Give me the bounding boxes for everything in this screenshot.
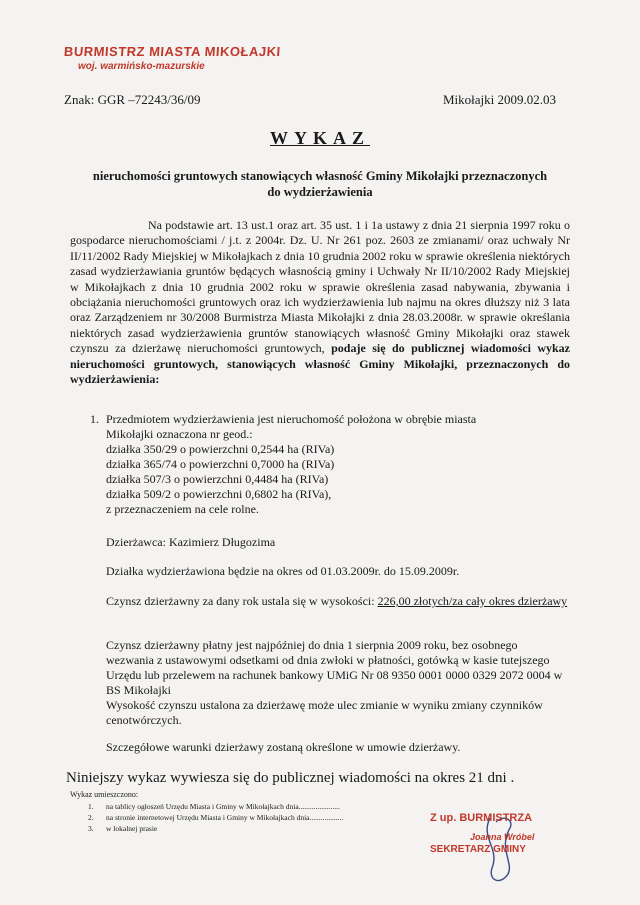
- plot-line: działka 350/29 o powierzchni 0,2544 ha (RIVa): [106, 442, 335, 456]
- signature-stamp: [430, 812, 590, 855]
- plot-line: działka 365/74 o powierzchni 0,7000 ha (RIVa): [106, 457, 335, 471]
- posted-label: Wykaz umieszczono:: [70, 790, 139, 799]
- item-line: Mikołajki oznaczona nr geod.:: [106, 427, 253, 441]
- lease-period: Działka wydzierżawiona będzie na okres od 01.03.2009r. do 15.09.2009r.: [106, 564, 460, 578]
- rent-change-text: Wysokość czynszu ustalona za dzierżawę może ulec zmianie w wyniku zmiany czynników cenotwórczych.: [106, 698, 543, 727]
- payment-terms: [106, 638, 568, 728]
- mayor-stamp: [64, 44, 281, 72]
- stamp-subtitle: woj. warmińsko-mazurskie: [78, 61, 205, 72]
- list-item: [106, 412, 570, 517]
- intro-text: Na podstawie art. 13 ust.1 oraz art. 35 ust. 1 i 1a ustawy z dnia 21 sierpnia 1997 roku o gospodarce nieruchomościami / j.t. z 2004r. Dz. U. Nr 261 poz. 2603 ze zmianami/ oraz uchwały Nr II/11/2002 Rady Miejskiej w Mikołajkach z dnia 10 grudnia 2002 roku w sprawie określenia niektórych zasad wydzierżawiania gruntów będących własnością gminy i Uchwały Nr II/10/2002 Rady Miejskiej w Mikołajkach z dnia 10 grudnia 2002 roku w sprawie określenia zasad nabywania, zbywania i obciążania nieruchomości gruntowych oraz ich wydzierżawienia lub najmu na okres dłuższy niż 3 lata oraz Zarządzeniem nr 30/2008 Burmistrza Miasta Mikołajki z dnia 28.03.2008r. w sprawie określania niektórych zasad wydzierżawienia gruntów stanowiących własność Gminy Mikołajki oraz stawek czynszu za dzierżawę nieruchomości gruntowych,: [70, 218, 570, 356]
- signature-role: SEKRETARZ GMINY: [430, 844, 526, 855]
- plot-line: działka 507/3 o powierzchni 0,4484 ha (RIVa): [106, 472, 329, 486]
- document-subtitle: nieruchomości gruntowych stanowiących własność Gminy Mikołajki przeznaczonych do wydzierżawienia: [92, 169, 548, 199]
- lessee: Dzierżawca: Kazimierz Długozima: [106, 535, 276, 549]
- property-list: [90, 412, 570, 517]
- posted-item: 1. na tablicy ogłoszeń Urzędu Miasta i Gminy w Mikołajkach dnia......................: [88, 802, 340, 811]
- posted-item: 3. w lokalnej prasie: [88, 824, 158, 833]
- intro-paragraph: [70, 218, 570, 387]
- document-title: WYKAZ: [269, 128, 370, 148]
- signature-on-behalf: Z up. BURMISTRZA: [430, 812, 533, 824]
- intro-bold: podaje się do publicznej wiadomości wykaz nieruchomości gruntowych, stanowiących własność Gminy Mikołajki, przeznaczonych do wydzierżawienia:: [70, 341, 571, 387]
- payment-text: Czynsz dzierżawny płatny jest najpóźniej do dnia 1 sierpnia 2009 roku, bez osobnego wezwania z ustawowymi odsetkami od dnia zwłoki w płatności, gotówką w kasie tutejszego Urzędu lub przelewem na rachunek bankowy UMiG Nr 08 9350 0001 0000 0329 2072 0004 w BS Mikołajki: [106, 638, 563, 697]
- closing-statement: Niniejszy wykaz wywiesza się do publicznej wiadomości na okres 21 dni .: [66, 770, 515, 786]
- rent-value: 226,00 złotych/za cały okres dzierżawy: [377, 594, 568, 608]
- rent-amount: Czynsz dzierżawny za dany rok ustala się w wysokości: 226,00 złotych/za cały okres dzierżawy: [106, 594, 568, 608]
- list-number: 1.: [90, 412, 99, 426]
- stamp-title: BURMISTRZ MIASTA MIKOŁAJKI: [63, 44, 282, 59]
- item-line: z przeznaczeniem na cele rolne.: [106, 502, 259, 516]
- reference-sign: Znak: GGR –72243/36/09: [64, 92, 201, 107]
- document-date: Mikołajki 2009.02.03: [443, 92, 557, 107]
- signature-name: Joanna Wróbel: [470, 832, 535, 842]
- plot-line: działka 509/2 o powierzchni 0,6802 ha (RIVa),: [106, 487, 332, 501]
- lease-details: Szczegółowe warunki dzierżawy zostaną określone w umowie dzierżawy.: [106, 740, 461, 754]
- posted-list: [88, 801, 343, 834]
- posted-item: 2. na stronie internetowej Urzędu Miasta i Gminy w Mikołajkach dnia..................: [88, 813, 344, 822]
- item-line: Przedmiotem wydzierżawienia jest nieruchomość położona w obrębie miasta: [106, 412, 477, 426]
